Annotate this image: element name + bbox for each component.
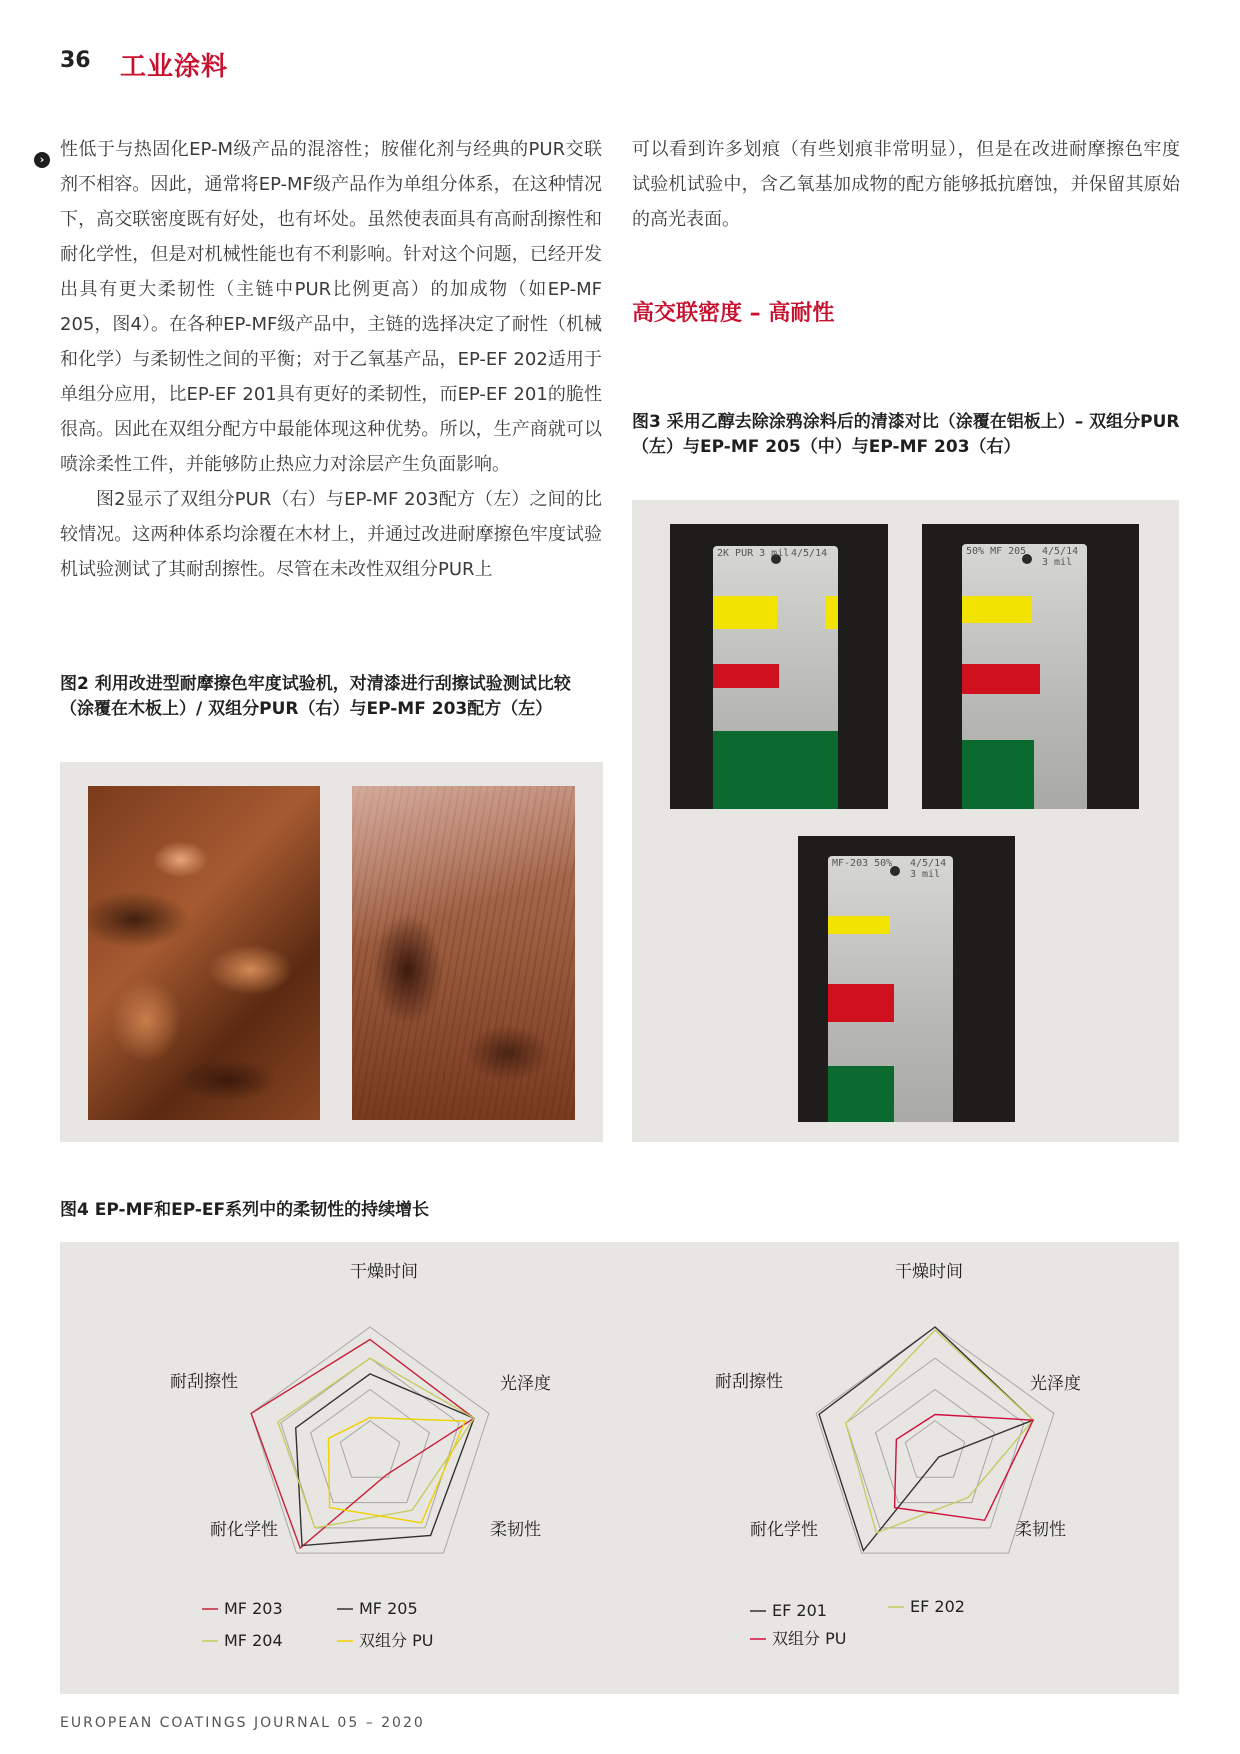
plate-handwritten-date: 4/5/14	[791, 548, 828, 559]
legend-label: EF 202	[910, 1597, 965, 1616]
radar-chart-ef	[620, 1242, 1180, 1694]
radar-chart-mf	[60, 1242, 620, 1694]
figure3-panel	[632, 500, 1179, 1142]
right-column-text	[632, 132, 1180, 237]
aluminium-plate	[962, 544, 1087, 809]
figure2-caption: 图2 利用改进型耐摩擦色牢度试验机，对清漆进行刮擦试验测试比较（涂覆在木板上）/ 双组分PUR（右）与EP-MF 203配方（左）	[60, 674, 571, 719]
radar-axis-label: 光泽度	[500, 1374, 551, 1394]
yellow-paint-stripe	[713, 596, 777, 629]
radar-axis-label: 柔韧性	[1015, 1520, 1066, 1540]
aluminium-plate-photo-2k-pur	[670, 524, 888, 809]
radar-axis-label: 干燥时间	[350, 1262, 418, 1282]
aluminium-plate-photo-ep-mf-205	[922, 524, 1139, 809]
radar-axis-label: 柔韧性	[490, 1520, 541, 1540]
yellow-paint-stripe	[828, 916, 890, 934]
page-number: 36	[60, 48, 91, 73]
legend-label: 双组分 PU	[359, 1631, 434, 1650]
green-paint-stripe	[962, 740, 1034, 809]
plate-handwritten-date: 4/5/14 3 mil	[1042, 546, 1079, 568]
radar-axis-label: 耐化学性	[210, 1520, 278, 1540]
radar-grid-ring	[340, 1421, 399, 1478]
plate-handwritten-date: 4/5/14 3 mil	[910, 858, 947, 880]
legend-label: MF 205	[359, 1599, 418, 1618]
section-title: 工业涂料	[120, 52, 229, 82]
red-paint-stripe	[828, 984, 894, 1022]
aluminium-plate-photo-ep-mf-203	[798, 836, 1015, 1122]
plate-handwritten-label: 50% MF 205	[966, 546, 1027, 557]
yellow-paint-stripe	[962, 596, 1032, 623]
radar-axis-label: 光泽度	[1030, 1374, 1081, 1394]
red-paint-stripe	[962, 664, 1040, 694]
radar-series-双组分-PU	[895, 1415, 1033, 1521]
continuation-arrow-icon: ›	[34, 152, 50, 168]
body-paragraph: 可以看到许多划痕（有些划痕非常明显），但是在改进耐摩擦色牢度试验机试验中，含乙氧基加成物的配方能够抵抗磨蚀，并保留其原始的高光表面。	[632, 139, 1180, 230]
left-column-text	[60, 132, 602, 587]
green-paint-stripe	[713, 731, 838, 809]
legend-label: 双组分 PU	[772, 1629, 847, 1648]
figure4-panel	[60, 1242, 1179, 1694]
red-paint-stripe	[713, 664, 779, 688]
aluminium-plate	[713, 546, 838, 809]
figure4-caption: 图4 EP-MF和EP-EF系列中的柔韧性的持续增长	[60, 1200, 430, 1220]
radar-axis-label: 耐化学性	[750, 1520, 818, 1540]
plate-handwritten-label: 2K PUR 3 mil	[717, 548, 790, 559]
plate-handwritten-label: MF-203 50%	[832, 858, 893, 869]
radar-axis-label: 干燥时间	[895, 1262, 963, 1282]
green-paint-stripe	[828, 1066, 894, 1122]
radar-grid-ring	[876, 1390, 995, 1503]
legend-label: EF 201	[772, 1601, 827, 1620]
figure2-panel	[60, 762, 603, 1142]
aluminium-plate	[828, 856, 953, 1122]
subheading: 高交联密度 – 高耐性	[632, 301, 835, 326]
radar-axis-label: 耐刮擦性	[715, 1372, 783, 1392]
legend-label: MF 204	[224, 1631, 283, 1650]
body-paragraph: 性低于与热固化EP-M级产品的混溶性；胺催化剂与经典的PUR交联剂不相容。因此，通常将EP-MF级产品作为单组分体系，在这种情况下，高交联密度既有好处，也有坏处。虽然使表面具有高耐刮擦性和耐化学性，但是对机械性能也有不利影响。针对这个问题，已经开发出具有更大柔韧性（主链中PUR比例更高）的加成物（如EP-MF 205，图4）。在各种EP-MF级产品中，主链的选择决定了耐性（机械和化学）与柔韧性之间的平衡；对于乙氧基产品，EP-EF 202适用于单组分应用，比EP-EF 201具有更好的柔韧性，而EP-EF 201的脆性很高。因此在双组分配方中最能体现这种优势。所以，生产商就可以喷涂柔性工件，并能够防止热应力对涂层产生负面影响。	[60, 139, 602, 475]
wood-sample-photo-2k-pur	[352, 786, 575, 1120]
body-paragraph: 图2显示了双组分PUR（右）与EP-MF 203配方（左）之间的比较情况。这两种体系均涂覆在木材上，并通过改进耐摩擦色牢度试验机试验测试了其耐刮擦性。尽管在未改性双组分PUR上	[60, 489, 602, 580]
yellow-paint-stripe	[825, 596, 838, 629]
radar-grid-ring	[905, 1421, 964, 1478]
radar-axis-label: 耐刮擦性	[170, 1372, 238, 1392]
figure3-caption: 图3 采用乙醇去除涂鸦涂料后的清漆对比（涂覆在铝板上）– 双组分PUR（左）与EP-MF 205（中）与EP-MF 203（右）	[632, 412, 1180, 457]
wood-sample-photo-ep-mf-203	[88, 786, 320, 1120]
legend-label: MF 203	[224, 1599, 283, 1618]
footer-journal-name: EUROPEAN COATINGS JOURNAL 05 – 2020	[60, 1715, 425, 1731]
